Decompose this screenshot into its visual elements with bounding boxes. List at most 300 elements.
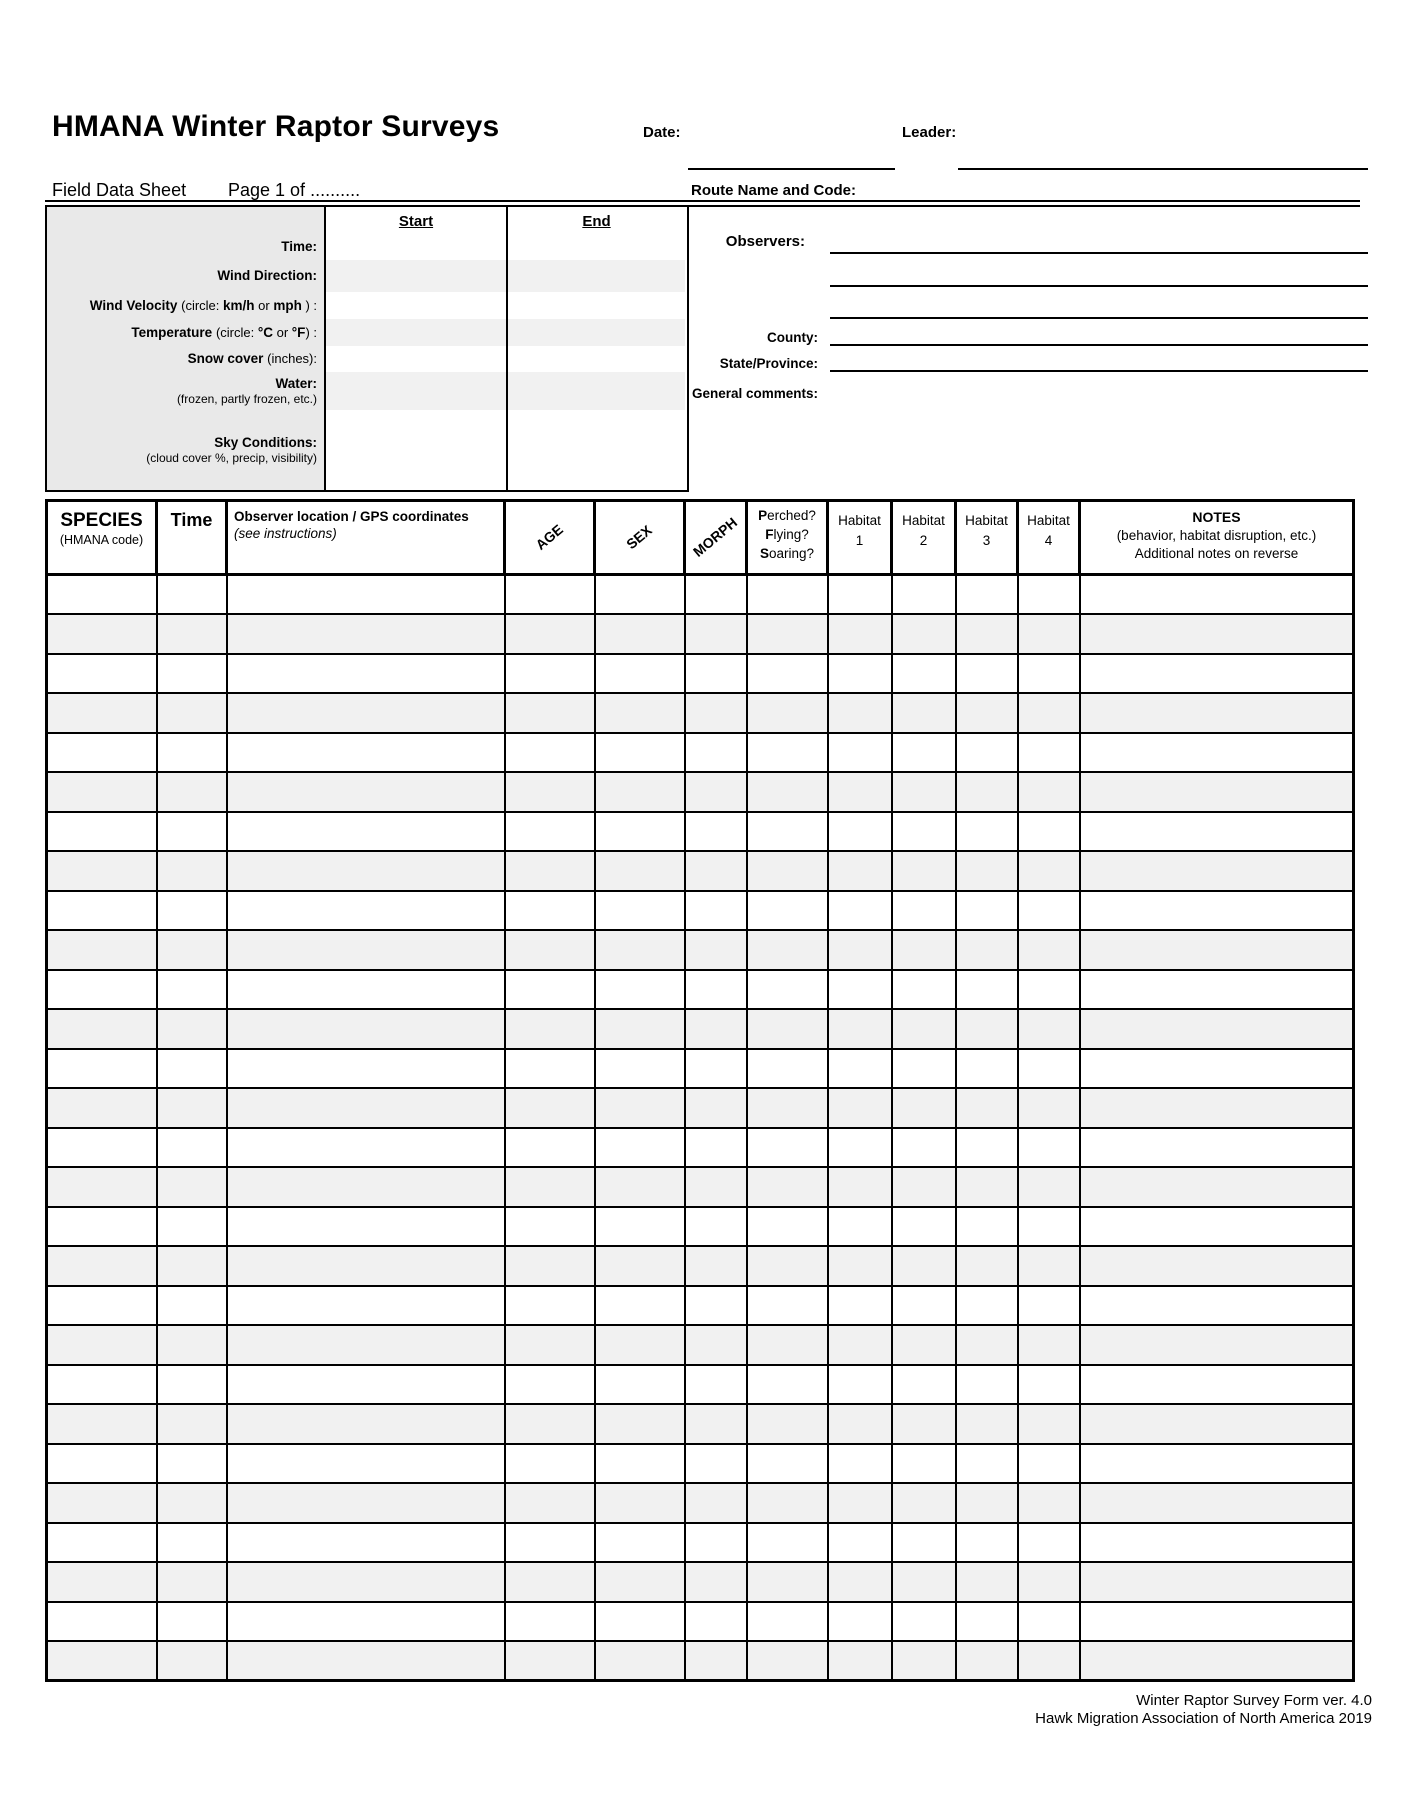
observation-cell[interactable] [505, 812, 595, 852]
observation-cell[interactable] [47, 1444, 157, 1484]
observation-cell[interactable] [892, 1128, 956, 1168]
observation-cell[interactable] [685, 733, 747, 773]
observation-cell[interactable] [1018, 1325, 1080, 1365]
observation-cell[interactable] [47, 891, 157, 931]
observation-cell[interactable] [227, 1562, 505, 1602]
observation-cell[interactable] [747, 1641, 828, 1681]
observation-cell[interactable] [956, 812, 1018, 852]
observation-cell[interactable] [157, 1365, 227, 1405]
observation-cell[interactable] [892, 970, 956, 1010]
observation-cell[interactable] [47, 575, 157, 615]
observation-cell[interactable] [157, 772, 227, 812]
observation-cell[interactable] [505, 1444, 595, 1484]
observation-cell[interactable] [227, 930, 505, 970]
observation-cell[interactable] [157, 1207, 227, 1247]
observation-cell[interactable] [595, 970, 685, 1010]
observation-cell[interactable] [956, 1444, 1018, 1484]
observation-cell[interactable] [685, 1562, 747, 1602]
observation-cell[interactable] [1018, 1286, 1080, 1326]
observation-cell[interactable] [47, 1562, 157, 1602]
observation-cell[interactable] [828, 1523, 892, 1563]
observation-cell[interactable] [595, 1444, 685, 1484]
observation-cell[interactable] [828, 1128, 892, 1168]
observation-cell[interactable] [157, 733, 227, 773]
observation-cell[interactable] [595, 1325, 685, 1365]
observation-cell[interactable] [747, 1602, 828, 1642]
observation-cell[interactable] [685, 772, 747, 812]
observation-cell[interactable] [47, 1207, 157, 1247]
observation-cell[interactable] [828, 1365, 892, 1405]
observation-cell[interactable] [1018, 614, 1080, 654]
observation-cell[interactable] [505, 1325, 595, 1365]
observation-cell[interactable] [956, 1602, 1018, 1642]
observation-cell[interactable] [47, 1641, 157, 1681]
observation-cell[interactable] [157, 654, 227, 694]
observation-cell[interactable] [227, 1523, 505, 1563]
observation-cell[interactable] [227, 614, 505, 654]
observation-cell[interactable] [595, 1404, 685, 1444]
observation-cell[interactable] [892, 1246, 956, 1286]
observation-cell[interactable] [505, 1602, 595, 1642]
observation-cell[interactable] [227, 772, 505, 812]
observation-cell[interactable] [47, 693, 157, 733]
end-value-cell[interactable] [508, 346, 685, 372]
start-value-cell[interactable] [326, 292, 508, 319]
observation-cell[interactable] [956, 1325, 1018, 1365]
observation-cell[interactable] [505, 1483, 595, 1523]
observation-cell[interactable] [47, 772, 157, 812]
observation-cell[interactable] [47, 851, 157, 891]
observation-cell[interactable] [227, 891, 505, 931]
observation-cell[interactable] [1018, 1602, 1080, 1642]
observation-cell[interactable] [747, 733, 828, 773]
state-province-fill-line[interactable] [830, 370, 1368, 372]
observation-cell[interactable] [685, 1602, 747, 1642]
observation-cell[interactable] [956, 1483, 1018, 1523]
observation-cell[interactable] [956, 1523, 1018, 1563]
observation-cell[interactable] [595, 1365, 685, 1405]
observation-cell[interactable] [595, 1207, 685, 1247]
observation-cell[interactable] [828, 891, 892, 931]
observation-cell[interactable] [892, 1286, 956, 1326]
observation-cell[interactable] [47, 1049, 157, 1089]
observation-cell[interactable] [828, 693, 892, 733]
observation-cell[interactable] [157, 575, 227, 615]
observation-cell[interactable] [892, 1088, 956, 1128]
observation-cell[interactable] [956, 654, 1018, 694]
observation-cell[interactable] [685, 1641, 747, 1681]
observation-cell[interactable] [1080, 693, 1354, 733]
observation-cell[interactable] [685, 1523, 747, 1563]
observation-cell[interactable] [747, 812, 828, 852]
observation-cell[interactable] [47, 930, 157, 970]
observation-cell[interactable] [505, 851, 595, 891]
observation-cell[interactable] [685, 1088, 747, 1128]
observation-cell[interactable] [956, 1365, 1018, 1405]
observation-cell[interactable] [828, 1562, 892, 1602]
observation-cell[interactable] [227, 654, 505, 694]
observation-cell[interactable] [157, 1286, 227, 1326]
observation-cell[interactable] [595, 1128, 685, 1168]
observation-cell[interactable] [892, 575, 956, 615]
observation-cell[interactable] [892, 1641, 956, 1681]
observation-cell[interactable] [956, 614, 1018, 654]
observation-cell[interactable] [505, 891, 595, 931]
observation-cell[interactable] [1018, 1128, 1080, 1168]
observation-cell[interactable] [747, 891, 828, 931]
observation-cell[interactable] [747, 614, 828, 654]
observation-cell[interactable] [505, 1523, 595, 1563]
observation-cell[interactable] [1080, 1009, 1354, 1049]
end-value-cell[interactable] [508, 410, 685, 490]
observation-cell[interactable] [157, 1325, 227, 1365]
observation-cell[interactable] [157, 970, 227, 1010]
observation-cell[interactable] [157, 1128, 227, 1168]
observation-cell[interactable] [47, 1167, 157, 1207]
observation-cell[interactable] [685, 1325, 747, 1365]
observation-cell[interactable] [505, 1562, 595, 1602]
observation-cell[interactable] [505, 930, 595, 970]
observation-cell[interactable] [685, 654, 747, 694]
observation-cell[interactable] [1018, 851, 1080, 891]
observation-cell[interactable] [892, 1523, 956, 1563]
observation-cell[interactable] [595, 654, 685, 694]
observation-cell[interactable] [505, 654, 595, 694]
observation-cell[interactable] [892, 654, 956, 694]
observation-cell[interactable] [505, 733, 595, 773]
observation-cell[interactable] [1080, 1286, 1354, 1326]
observation-cell[interactable] [892, 1167, 956, 1207]
observation-cell[interactable] [227, 1246, 505, 1286]
observers-fill-line-2[interactable] [830, 285, 1368, 287]
observation-cell[interactable] [227, 1009, 505, 1049]
observation-cell[interactable] [828, 930, 892, 970]
observation-cell[interactable] [1080, 930, 1354, 970]
observation-cell[interactable] [828, 1088, 892, 1128]
observation-cell[interactable] [47, 654, 157, 694]
observation-cell[interactable] [892, 693, 956, 733]
observation-cell[interactable] [1018, 1088, 1080, 1128]
observation-cell[interactable] [1080, 1641, 1354, 1681]
observation-cell[interactable] [47, 1286, 157, 1326]
observation-cell[interactable] [685, 1404, 747, 1444]
observation-cell[interactable] [685, 1128, 747, 1168]
observation-cell[interactable] [685, 930, 747, 970]
observation-cell[interactable] [892, 1207, 956, 1247]
observation-cell[interactable] [747, 851, 828, 891]
end-value-cell[interactable] [508, 319, 685, 346]
observation-cell[interactable] [47, 1523, 157, 1563]
start-value-cell[interactable] [326, 319, 508, 346]
start-value-cell[interactable] [326, 372, 508, 410]
observation-cell[interactable] [157, 1483, 227, 1523]
observation-cell[interactable] [828, 812, 892, 852]
observation-cell[interactable] [227, 1483, 505, 1523]
observation-cell[interactable] [747, 1365, 828, 1405]
observation-cell[interactable] [157, 1404, 227, 1444]
observation-cell[interactable] [227, 1404, 505, 1444]
observation-cell[interactable] [595, 693, 685, 733]
observation-cell[interactable] [747, 1246, 828, 1286]
observation-cell[interactable] [595, 1286, 685, 1326]
observation-cell[interactable] [505, 575, 595, 615]
observation-cell[interactable] [595, 891, 685, 931]
observation-cell[interactable] [685, 1167, 747, 1207]
observation-cell[interactable] [595, 1009, 685, 1049]
observation-cell[interactable] [956, 1286, 1018, 1326]
observation-cell[interactable] [685, 1246, 747, 1286]
observation-cell[interactable] [1018, 1009, 1080, 1049]
observation-cell[interactable] [685, 1444, 747, 1484]
observation-cell[interactable] [227, 1088, 505, 1128]
observation-cell[interactable] [47, 970, 157, 1010]
observation-cell[interactable] [747, 1444, 828, 1484]
observation-cell[interactable] [505, 1009, 595, 1049]
observation-cell[interactable] [1080, 812, 1354, 852]
observation-cell[interactable] [956, 693, 1018, 733]
observation-cell[interactable] [1080, 654, 1354, 694]
observation-cell[interactable] [47, 1246, 157, 1286]
leader-fill-line[interactable] [958, 168, 1368, 170]
observation-cell[interactable] [47, 733, 157, 773]
observation-cell[interactable] [1080, 1404, 1354, 1444]
observation-cell[interactable] [1018, 1404, 1080, 1444]
observation-cell[interactable] [227, 1602, 505, 1642]
observation-cell[interactable] [892, 733, 956, 773]
observation-cell[interactable] [747, 930, 828, 970]
observation-cell[interactable] [1080, 1128, 1354, 1168]
observation-cell[interactable] [595, 575, 685, 615]
observation-cell[interactable] [505, 1286, 595, 1326]
observation-cell[interactable] [828, 1444, 892, 1484]
observation-cell[interactable] [1018, 812, 1080, 852]
observation-cell[interactable] [956, 1049, 1018, 1089]
observation-cell[interactable] [956, 930, 1018, 970]
observation-cell[interactable] [1080, 1523, 1354, 1563]
observation-cell[interactable] [1018, 733, 1080, 773]
observation-cell[interactable] [1018, 1641, 1080, 1681]
observation-cell[interactable] [828, 1602, 892, 1642]
observation-cell[interactable] [685, 614, 747, 654]
observation-cell[interactable] [47, 614, 157, 654]
observation-cell[interactable] [892, 851, 956, 891]
observation-cell[interactable] [892, 772, 956, 812]
observation-cell[interactable] [505, 1365, 595, 1405]
observation-cell[interactable] [47, 1128, 157, 1168]
observation-cell[interactable] [747, 693, 828, 733]
observation-cell[interactable] [1018, 970, 1080, 1010]
observation-cell[interactable] [505, 1088, 595, 1128]
observation-cell[interactable] [892, 1325, 956, 1365]
observation-cell[interactable] [956, 1207, 1018, 1247]
observation-cell[interactable] [956, 1246, 1018, 1286]
observation-cell[interactable] [157, 812, 227, 852]
observation-cell[interactable] [227, 851, 505, 891]
observation-cell[interactable] [227, 1207, 505, 1247]
observers-fill-line-1[interactable] [830, 252, 1368, 254]
observation-cell[interactable] [1080, 575, 1354, 615]
observation-cell[interactable] [892, 1562, 956, 1602]
observation-cell[interactable] [685, 970, 747, 1010]
observation-cell[interactable] [747, 1207, 828, 1247]
observation-cell[interactable] [595, 812, 685, 852]
observation-cell[interactable] [505, 614, 595, 654]
observation-cell[interactable] [1018, 1167, 1080, 1207]
observation-cell[interactable] [595, 930, 685, 970]
observation-cell[interactable] [227, 693, 505, 733]
observation-cell[interactable] [505, 693, 595, 733]
observation-cell[interactable] [595, 1049, 685, 1089]
observation-cell[interactable] [685, 891, 747, 931]
observation-cell[interactable] [828, 654, 892, 694]
observation-cell[interactable] [685, 1207, 747, 1247]
observation-cell[interactable] [157, 1049, 227, 1089]
observation-cell[interactable] [685, 575, 747, 615]
observation-cell[interactable] [747, 1088, 828, 1128]
observation-cell[interactable] [956, 891, 1018, 931]
observation-cell[interactable] [1018, 891, 1080, 931]
observation-cell[interactable] [157, 1523, 227, 1563]
observation-cell[interactable] [1080, 1602, 1354, 1642]
observation-cell[interactable] [1080, 1049, 1354, 1089]
observation-cell[interactable] [1018, 1483, 1080, 1523]
observation-cell[interactable] [1080, 1207, 1354, 1247]
observation-cell[interactable] [505, 1167, 595, 1207]
observation-cell[interactable] [956, 970, 1018, 1010]
observation-cell[interactable] [595, 1641, 685, 1681]
start-value-cell[interactable] [326, 410, 508, 490]
observation-cell[interactable] [828, 1009, 892, 1049]
observation-cell[interactable] [505, 1246, 595, 1286]
observation-cell[interactable] [892, 614, 956, 654]
observation-cell[interactable] [747, 1128, 828, 1168]
observation-cell[interactable] [685, 1009, 747, 1049]
observation-cell[interactable] [828, 614, 892, 654]
observation-cell[interactable] [1080, 614, 1354, 654]
observation-cell[interactable] [956, 1641, 1018, 1681]
observation-cell[interactable] [892, 1404, 956, 1444]
observation-cell[interactable] [956, 1088, 1018, 1128]
observation-cell[interactable] [828, 970, 892, 1010]
observation-cell[interactable] [157, 1167, 227, 1207]
observation-cell[interactable] [227, 1286, 505, 1326]
observation-cell[interactable] [595, 1602, 685, 1642]
observation-cell[interactable] [956, 851, 1018, 891]
observation-cell[interactable] [956, 1562, 1018, 1602]
observation-cell[interactable] [1080, 772, 1354, 812]
observation-cell[interactable] [956, 575, 1018, 615]
observation-cell[interactable] [828, 772, 892, 812]
observation-cell[interactable] [1018, 1365, 1080, 1405]
observation-cell[interactable] [595, 614, 685, 654]
observation-cell[interactable] [505, 1404, 595, 1444]
observation-cell[interactable] [157, 1641, 227, 1681]
observation-cell[interactable] [227, 1444, 505, 1484]
start-value-cell[interactable] [326, 346, 508, 372]
observation-cell[interactable] [892, 891, 956, 931]
observation-cell[interactable] [505, 1641, 595, 1681]
observation-cell[interactable] [1080, 1088, 1354, 1128]
observation-cell[interactable] [227, 1049, 505, 1089]
observation-cell[interactable] [1080, 970, 1354, 1010]
observation-cell[interactable] [956, 1128, 1018, 1168]
observation-cell[interactable] [1018, 693, 1080, 733]
observation-cell[interactable] [747, 772, 828, 812]
observation-cell[interactable] [892, 1009, 956, 1049]
start-value-cell[interactable] [326, 233, 508, 260]
observation-cell[interactable] [747, 1009, 828, 1049]
observation-cell[interactable] [828, 1286, 892, 1326]
observation-cell[interactable] [1080, 1365, 1354, 1405]
observation-cell[interactable] [685, 812, 747, 852]
observation-cell[interactable] [747, 1523, 828, 1563]
observation-cell[interactable] [747, 1167, 828, 1207]
observation-cell[interactable] [595, 1523, 685, 1563]
observation-cell[interactable] [157, 891, 227, 931]
observation-cell[interactable] [685, 693, 747, 733]
observation-cell[interactable] [685, 1286, 747, 1326]
observation-cell[interactable] [828, 1404, 892, 1444]
observation-cell[interactable] [505, 1128, 595, 1168]
observation-cell[interactable] [892, 812, 956, 852]
observation-cell[interactable] [227, 1325, 505, 1365]
observation-cell[interactable] [685, 851, 747, 891]
observation-cell[interactable] [1018, 1523, 1080, 1563]
observation-cell[interactable] [595, 772, 685, 812]
observation-cell[interactable] [157, 614, 227, 654]
observation-cell[interactable] [747, 1562, 828, 1602]
observation-cell[interactable] [227, 812, 505, 852]
observation-cell[interactable] [956, 1404, 1018, 1444]
observation-cell[interactable] [157, 930, 227, 970]
observation-cell[interactable] [828, 575, 892, 615]
observation-cell[interactable] [828, 1207, 892, 1247]
observation-cell[interactable] [747, 654, 828, 694]
observation-cell[interactable] [956, 733, 1018, 773]
observation-cell[interactable] [1080, 1246, 1354, 1286]
observation-cell[interactable] [747, 1325, 828, 1365]
observation-cell[interactable] [157, 1088, 227, 1128]
observation-cell[interactable] [1018, 654, 1080, 694]
observation-cell[interactable] [956, 772, 1018, 812]
observation-cell[interactable] [157, 1444, 227, 1484]
observation-cell[interactable] [828, 851, 892, 891]
observation-cell[interactable] [1018, 1207, 1080, 1247]
observation-cell[interactable] [157, 693, 227, 733]
date-fill-line[interactable] [688, 168, 895, 170]
observation-cell[interactable] [892, 930, 956, 970]
end-value-cell[interactable] [508, 260, 685, 292]
observation-cell[interactable] [1018, 575, 1080, 615]
observation-cell[interactable] [1080, 1325, 1354, 1365]
observation-cell[interactable] [956, 1009, 1018, 1049]
observation-cell[interactable] [227, 1641, 505, 1681]
observation-cell[interactable] [1018, 930, 1080, 970]
start-value-cell[interactable] [326, 260, 508, 292]
observation-cell[interactable] [595, 1246, 685, 1286]
observation-cell[interactable] [505, 1207, 595, 1247]
observation-cell[interactable] [747, 1483, 828, 1523]
observation-cell[interactable] [595, 1483, 685, 1523]
observation-cell[interactable] [747, 1286, 828, 1326]
observation-cell[interactable] [892, 1483, 956, 1523]
observation-cell[interactable] [1080, 733, 1354, 773]
observation-cell[interactable] [1080, 1562, 1354, 1602]
observation-cell[interactable] [227, 1167, 505, 1207]
observation-cell[interactable] [828, 1325, 892, 1365]
end-value-cell[interactable] [508, 292, 685, 319]
county-fill-line[interactable] [830, 344, 1368, 346]
